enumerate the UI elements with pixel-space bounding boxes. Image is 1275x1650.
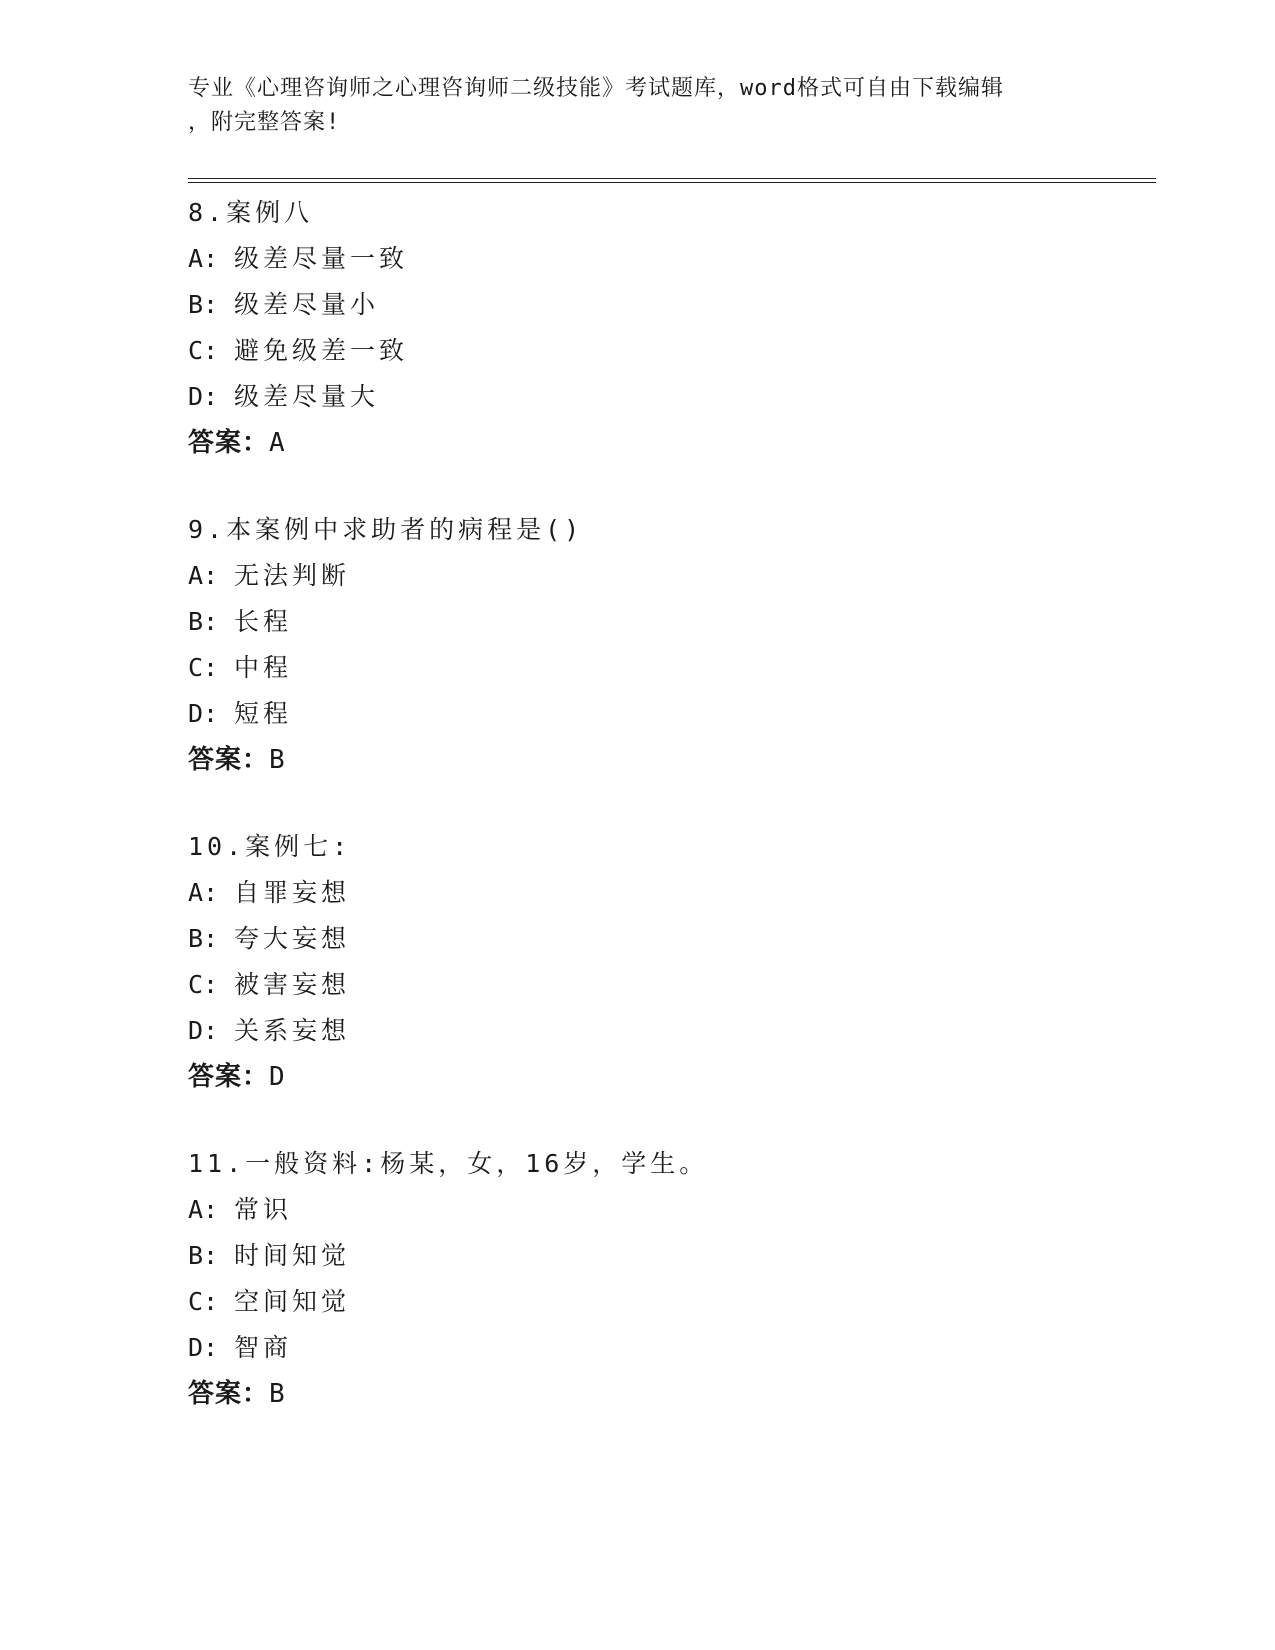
answer-label: 答案：: [188, 1379, 270, 1409]
question-stem: 8.案例八: [188, 198, 314, 227]
option-text: 自罪妄想: [234, 878, 351, 907]
question-stem: 11.一般资料:杨某，女，16岁，学生。: [188, 1149, 709, 1178]
option-text: 短程: [234, 699, 293, 728]
option-text: 智商: [234, 1333, 293, 1362]
option-text: 长程: [234, 607, 293, 636]
option-text: 常识: [234, 1195, 293, 1224]
option-text: 时间知觉: [234, 1241, 351, 1270]
answer-label: 答案：: [188, 745, 270, 775]
option-text: 无法判断: [234, 561, 351, 590]
option-c: [188, 1279, 1156, 1325]
answer-line: [188, 1371, 1156, 1417]
option-text: 级差尽量小: [234, 290, 380, 319]
option-text: 避免级差一致: [234, 336, 409, 365]
answer-value: A: [269, 428, 285, 458]
option-letter: B:: [188, 290, 219, 319]
answer-label: 答案：: [188, 1062, 270, 1092]
option-a: [188, 1187, 1156, 1233]
option-letter: C:: [188, 653, 219, 682]
header-line-1: 专业《心理咨询师之心理咨询师二级技能》考试题库，word格式可自由下载编辑: [188, 76, 1004, 101]
question-11: [188, 1141, 1156, 1417]
answer-line: [188, 737, 1156, 783]
option-a: [188, 553, 1156, 599]
document-header: [188, 72, 1068, 140]
option-letter: C:: [188, 970, 219, 999]
option-c: [188, 962, 1156, 1008]
option-d: [188, 1325, 1156, 1371]
option-b: [188, 916, 1156, 962]
option-letter: D:: [188, 382, 219, 411]
option-a: [188, 870, 1156, 916]
option-text: 中程: [234, 653, 293, 682]
option-b: [188, 1233, 1156, 1279]
answer-label: 答案：: [188, 428, 270, 458]
question-stem: 9.本案例中求助者的病程是(): [188, 515, 584, 544]
question-9: [188, 507, 1156, 783]
answer-value: B: [269, 1379, 285, 1409]
option-text: 关系妄想: [234, 1016, 351, 1045]
answer-value: B: [269, 745, 285, 775]
option-b: [188, 599, 1156, 645]
option-letter: D:: [188, 1333, 219, 1362]
option-d: [188, 691, 1156, 737]
option-letter: A:: [188, 244, 219, 273]
option-text: 被害妄想: [234, 970, 351, 999]
option-d: [188, 1008, 1156, 1054]
option-d: [188, 374, 1156, 420]
answer-line: [188, 1054, 1156, 1100]
header-divider: [188, 178, 1156, 183]
answer-value: D: [269, 1062, 285, 1092]
question-stem: 10.案例七:: [188, 832, 352, 861]
question-10: [188, 824, 1156, 1100]
option-letter: A:: [188, 561, 219, 590]
option-letter: D:: [188, 1016, 219, 1045]
question-list: [188, 190, 1156, 1458]
option-letter: A:: [188, 1195, 219, 1224]
option-letter: B:: [188, 607, 219, 636]
option-text: 空间知觉: [234, 1287, 351, 1316]
option-letter: C:: [188, 336, 219, 365]
option-c: [188, 645, 1156, 691]
option-b: [188, 282, 1156, 328]
option-text: 级差尽量大: [234, 382, 380, 411]
option-text: 级差尽量一致: [234, 244, 409, 273]
option-letter: B:: [188, 1241, 219, 1270]
header-line-2: ，附完整答案!: [188, 110, 341, 135]
answer-line: [188, 420, 1156, 466]
question-8: [188, 190, 1156, 466]
option-c: [188, 328, 1156, 374]
option-a: [188, 236, 1156, 282]
option-letter: C:: [188, 1287, 219, 1316]
option-letter: D:: [188, 699, 219, 728]
option-letter: A:: [188, 878, 219, 907]
option-letter: B:: [188, 924, 219, 953]
option-text: 夸大妄想: [234, 924, 351, 953]
